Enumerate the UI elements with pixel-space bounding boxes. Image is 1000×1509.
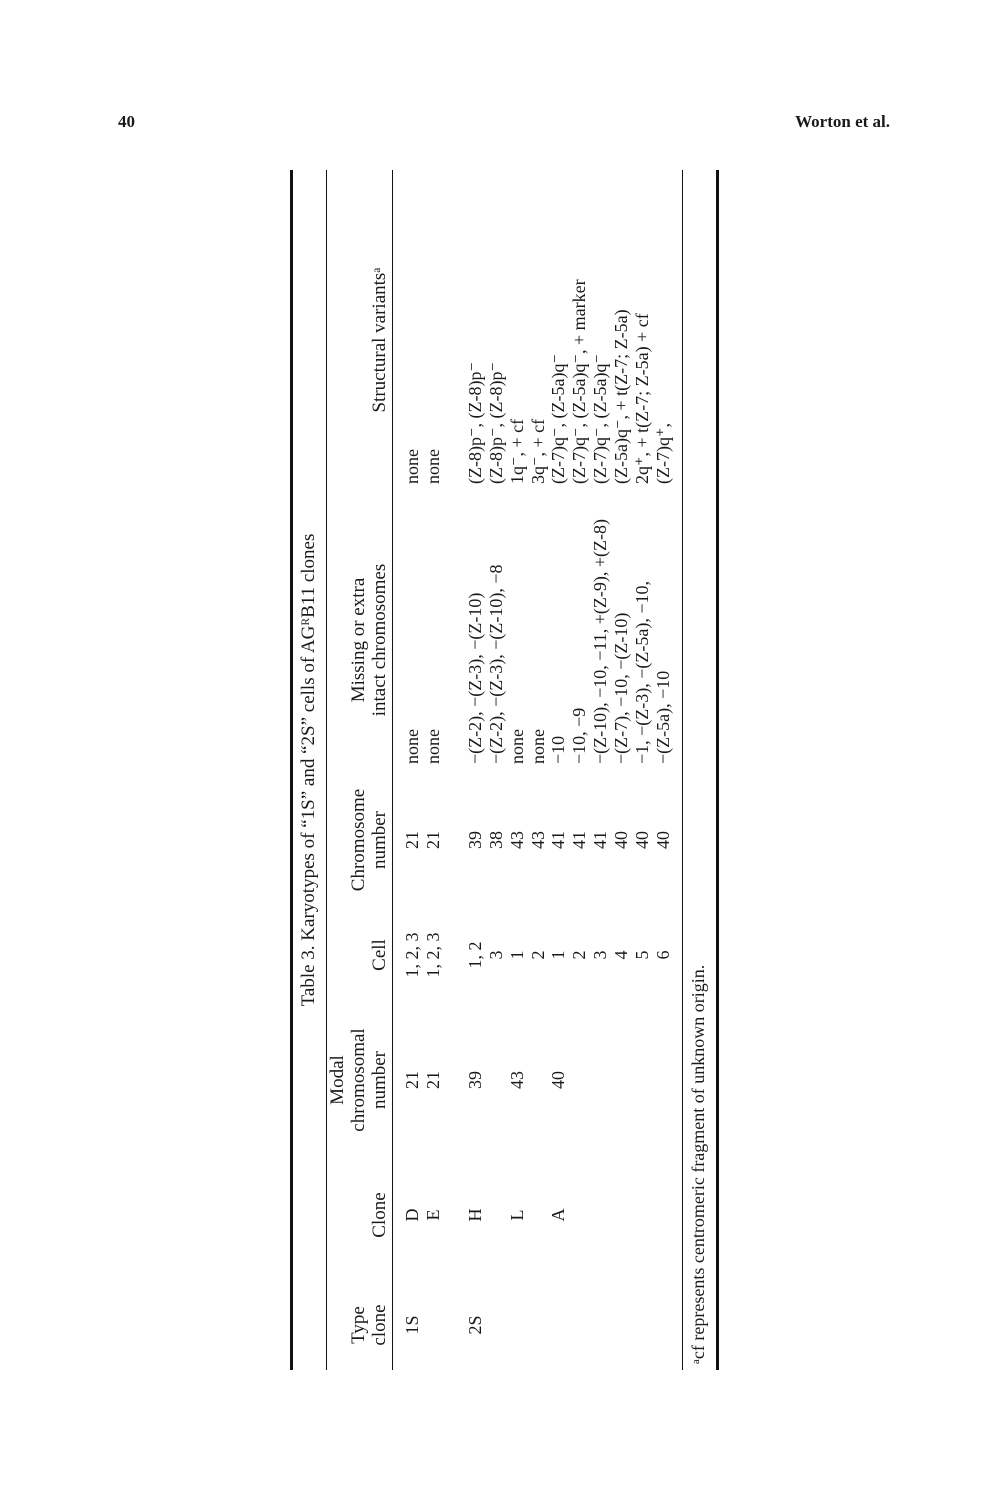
table-cell-cell: 4 <box>611 950 632 960</box>
column-header-type: Type clone <box>348 1304 390 1346</box>
table-cell-cell: 5 <box>632 950 653 960</box>
table-cell-cell: 2 <box>527 950 548 960</box>
table-top-rule <box>290 170 293 1370</box>
table-cell-cell: 1, 2, 3 <box>402 932 422 978</box>
table-cell-clone: A <box>548 1208 569 1222</box>
table-cell-modal: 39 <box>464 1071 485 1089</box>
column-header-cell: Cell <box>369 939 390 971</box>
column-header-structural: Structural variantsᵃ <box>369 267 390 413</box>
table-cell-structural: (Z-8)p⁻, (Z-8)p⁻ <box>485 362 506 484</box>
table-footnote: ᵃcf represents centromeric fragment of unknown origin. <box>688 964 708 1364</box>
table-caption <box>298 170 320 1370</box>
table-cell-chrom: 21 <box>422 831 443 849</box>
table-cell-clone: E <box>422 1209 443 1221</box>
table-cell-structural: 2q⁺, + t(Z-7; Z-5a) + cf <box>632 313 653 484</box>
table-cell-chrom: 41 <box>590 831 611 849</box>
table-cell-structural: (Z-8)p⁻, (Z-8)p⁻ <box>464 362 485 484</box>
table-cell-chrom: 40 <box>653 831 674 849</box>
table-cell-missing: none <box>422 729 443 764</box>
table-cell-missing: −(Z-5a), −10 <box>653 670 674 764</box>
table-cell-chrom: 38 <box>485 831 506 849</box>
table-cell-structural: none <box>402 449 422 484</box>
table-cell-missing: −(Z-2), −(Z-3), −(Z-10) <box>464 592 485 764</box>
table-cell-structural: (Z-5a)q⁻, + t(Z-7; Z-5a) <box>611 309 632 484</box>
column-header-clone: Clone <box>369 1192 390 1238</box>
table-cell-structural: 3q⁻, + cf <box>527 418 548 484</box>
table-cell-structural: (Z-7)q⁺, <box>653 423 674 484</box>
table-cell-cell: 2 <box>569 950 590 960</box>
table-bottom-rule <box>716 170 719 1370</box>
table-cell-cell: 1 <box>506 950 527 960</box>
table-cell-chrom: 40 <box>632 831 653 849</box>
table-cell-modal: 40 <box>548 1071 569 1089</box>
table-cell-clone: H <box>464 1208 485 1222</box>
table-cell-chrom: 41 <box>569 831 590 849</box>
table-cell-missing: none <box>506 729 527 764</box>
table-cell-cell: 1 <box>548 950 569 960</box>
header-rule <box>392 170 393 1370</box>
table-cell-clone: D <box>402 1208 422 1222</box>
table-cell-chrom: 43 <box>527 831 548 849</box>
table-cell-missing: none <box>402 729 422 764</box>
table-cell-cell: 6 <box>653 950 674 960</box>
footnote-rule <box>682 170 683 1370</box>
table-cell-missing: −1, −(Z-3), −(Z-5a), −10, <box>632 580 653 764</box>
table-cell-missing: −(Z-7), −10, −(Z-10) <box>611 612 632 764</box>
column-header-chrom: Chromosome number <box>348 788 390 892</box>
table-cell-type: 2S <box>464 1315 485 1335</box>
karyotype-table <box>290 170 730 1370</box>
table-cell-missing: −10 <box>548 735 569 764</box>
table-cell-structural: (Z-7)q⁻, (Z-5a)q⁻, + marker <box>569 279 590 484</box>
table-cell-modal: 21 <box>422 1071 443 1089</box>
table-cell-cell: 3 <box>590 950 611 960</box>
table-cell-modal: 43 <box>506 1071 527 1089</box>
table-cell-missing: −(Z-2), −(Z-3), −(Z-10), −8 <box>485 564 506 764</box>
table-cell-cell: 1, 2, 3 <box>422 932 443 978</box>
table-cell-structural: (Z-7)q⁻, (Z-5a)q⁻ <box>590 354 611 484</box>
table-cell-cell: 3 <box>485 950 506 960</box>
column-header-missing: Missing or extra intact chromosomes <box>348 563 390 717</box>
page-number: 40 <box>118 112 135 131</box>
table-cell-chrom: 21 <box>402 831 422 849</box>
column-header-modal: Modal chromosomal number <box>327 1028 390 1132</box>
caption-rule <box>326 170 327 1370</box>
table-cell-chrom: 39 <box>464 831 485 849</box>
table-cell-missing: −(Z-10), −10, −11, +(Z-9), +(Z-8) <box>590 518 611 764</box>
running-head: Worton et al. <box>795 112 890 131</box>
table-cell-chrom: 43 <box>506 831 527 849</box>
table-cell-chrom: 41 <box>548 831 569 849</box>
table-caption-text: Karyotypes of “1S” and “2S” cells of AGᴿB11 clones <box>298 533 319 941</box>
table-cell-missing: none <box>527 729 548 764</box>
table-cell-structural: (Z-7)q⁻, (Z-5a)q⁻ <box>548 354 569 484</box>
table-caption-prefix: Table 3. <box>298 945 319 1007</box>
table-cell-structural: none <box>422 449 443 484</box>
table-cell-modal: 21 <box>402 1071 422 1089</box>
table-cell-type: 1S <box>402 1315 422 1335</box>
table-cell-structural: 1q⁻, + cf <box>506 418 527 484</box>
table-cell-chrom: 40 <box>611 831 632 849</box>
table-cell-clone: L <box>506 1209 527 1221</box>
table-cell-missing: −10, −9 <box>569 707 590 764</box>
table-cell-cell: 1, 2 <box>464 941 485 969</box>
